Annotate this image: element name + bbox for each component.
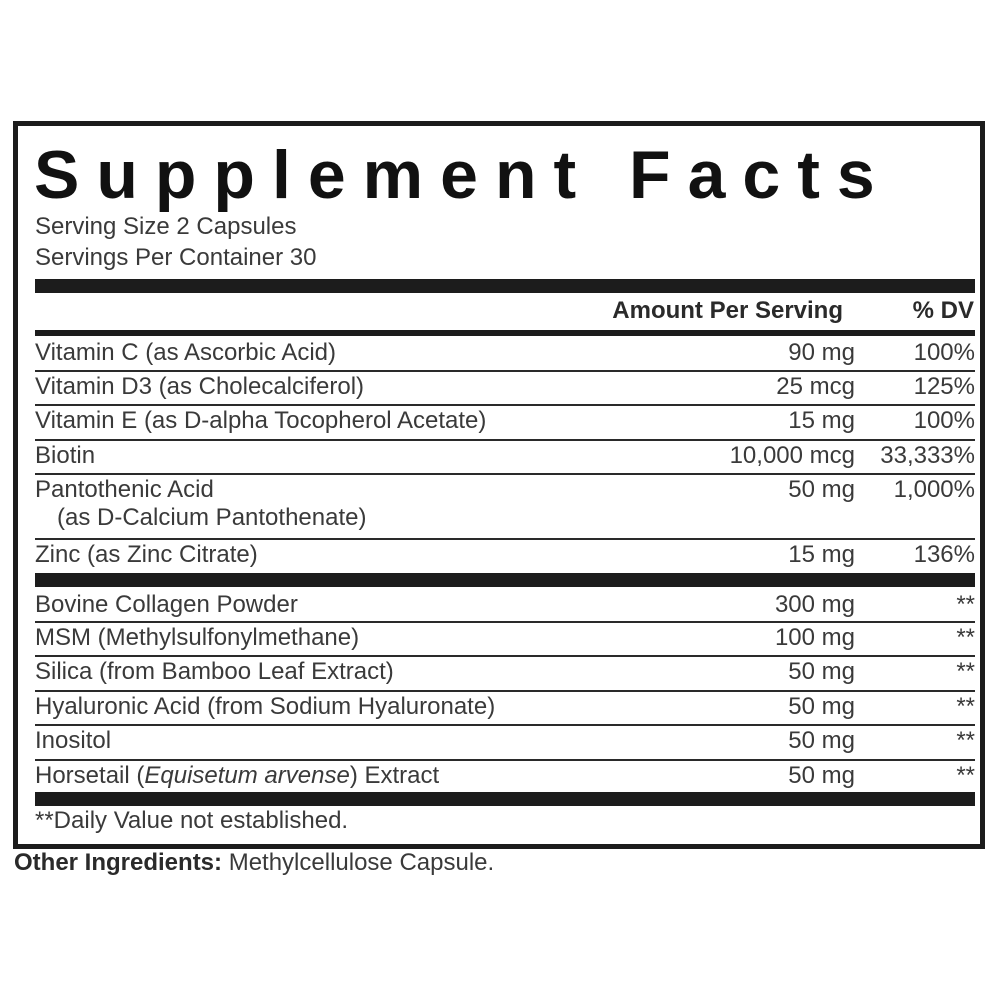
other-ingredients-label: Other Ingredients: [14, 849, 223, 876]
nutrient-dv: 1,000% [893, 476, 975, 503]
ingredient-amount: 50 mg [788, 658, 855, 685]
nutrient-name: Vitamin D3 (as Cholecalciferol) [35, 373, 365, 400]
nutrient-dv: 125% [913, 373, 975, 400]
nutrient-name-line2: (as D-Calcium Pantothenate) [57, 504, 367, 531]
ingredient-name: Hyaluronic Acid (from Sodium Hyaluronate) [35, 693, 496, 720]
nutrient-row [35, 473, 975, 537]
ingredient-dv: ** [956, 762, 975, 789]
nutrient-row [35, 370, 975, 404]
serving-size: Serving Size 2 Capsules [35, 213, 297, 240]
other-ingredients-value: Methylcellulose Capsule. [222, 849, 495, 876]
divider-thick-top [35, 279, 975, 293]
ingredient-row [35, 759, 975, 793]
ingredient-name: Silica (from Bamboo Leaf Extract) [35, 658, 394, 685]
nutrient-amount: 50 mg [788, 476, 855, 503]
header-amount-per-serving: Amount Per Serving [612, 297, 843, 324]
nutrient-amount: 15 mg [788, 407, 855, 434]
ingredient-dv: ** [956, 624, 975, 651]
nutrient-row [35, 538, 975, 572]
ingredient-dv: ** [956, 727, 975, 754]
ingredient-name-prefix: Horsetail ( [35, 762, 145, 789]
ingredient-dv: ** [956, 693, 975, 720]
other-ingredients [14, 848, 494, 878]
ingredient-latin-name: Equisetum arvense [144, 762, 350, 789]
ingredient-amount: 50 mg [788, 727, 855, 754]
divider-thick-middle [35, 573, 975, 587]
ingredient-amount: 100 mg [774, 624, 855, 651]
ingredient-row [35, 724, 975, 758]
servings-per-container: Servings Per Container 30 [35, 244, 317, 271]
nutrient-dv: 100% [913, 339, 975, 366]
nutrient-amount: 90 mg [788, 339, 855, 366]
nutrient-dv: 33,333% [880, 442, 975, 469]
ingredient-dv: ** [956, 591, 975, 618]
ingredient-row [35, 655, 975, 689]
nutrient-name: Vitamin E (as D-alpha Tocopherol Acetate) [35, 407, 487, 434]
panel-title: Supplement Facts [34, 137, 892, 213]
ingredient-row [35, 690, 975, 724]
nutrient-name: Zinc (as Zinc Citrate) [35, 541, 258, 568]
nutrient-name: Biotin [35, 442, 96, 469]
ingredient-name: MSM (Methylsulfonylmethane) [35, 624, 360, 651]
nutrient-row [35, 404, 975, 438]
daily-value-footnote: **Daily Value not established. [35, 807, 349, 834]
ingredient-row [35, 588, 975, 622]
nutrient-dv: 100% [913, 407, 975, 434]
ingredient-name: Bovine Collagen Powder [35, 591, 298, 618]
divider-thick-bottom [35, 792, 975, 806]
nutrient-amount: 15 mg [788, 541, 855, 568]
nutrient-dv: 136% [913, 541, 975, 568]
ingredient-amount: 300 mg [774, 591, 855, 618]
nutrient-row [35, 439, 975, 473]
ingredient-amount: 50 mg [788, 762, 855, 789]
nutrient-amount: 25 mcg [776, 373, 855, 400]
nutrient-amount: 10,000 mcg [729, 442, 855, 469]
ingredient-name [35, 761, 439, 791]
ingredient-dv: ** [956, 658, 975, 685]
ingredient-amount: 50 mg [788, 693, 855, 720]
supplement-facts-panel [13, 121, 985, 849]
header-daily-value: % DV [912, 297, 974, 324]
ingredient-name: Inositol [35, 727, 112, 754]
ingredient-name-suffix: ) Extract [349, 762, 440, 789]
nutrient-name: Vitamin C (as Ascorbic Acid) [35, 339, 336, 366]
nutrient-row [35, 336, 975, 370]
ingredient-row [35, 621, 975, 655]
nutrient-name: Pantothenic Acid [35, 476, 214, 503]
